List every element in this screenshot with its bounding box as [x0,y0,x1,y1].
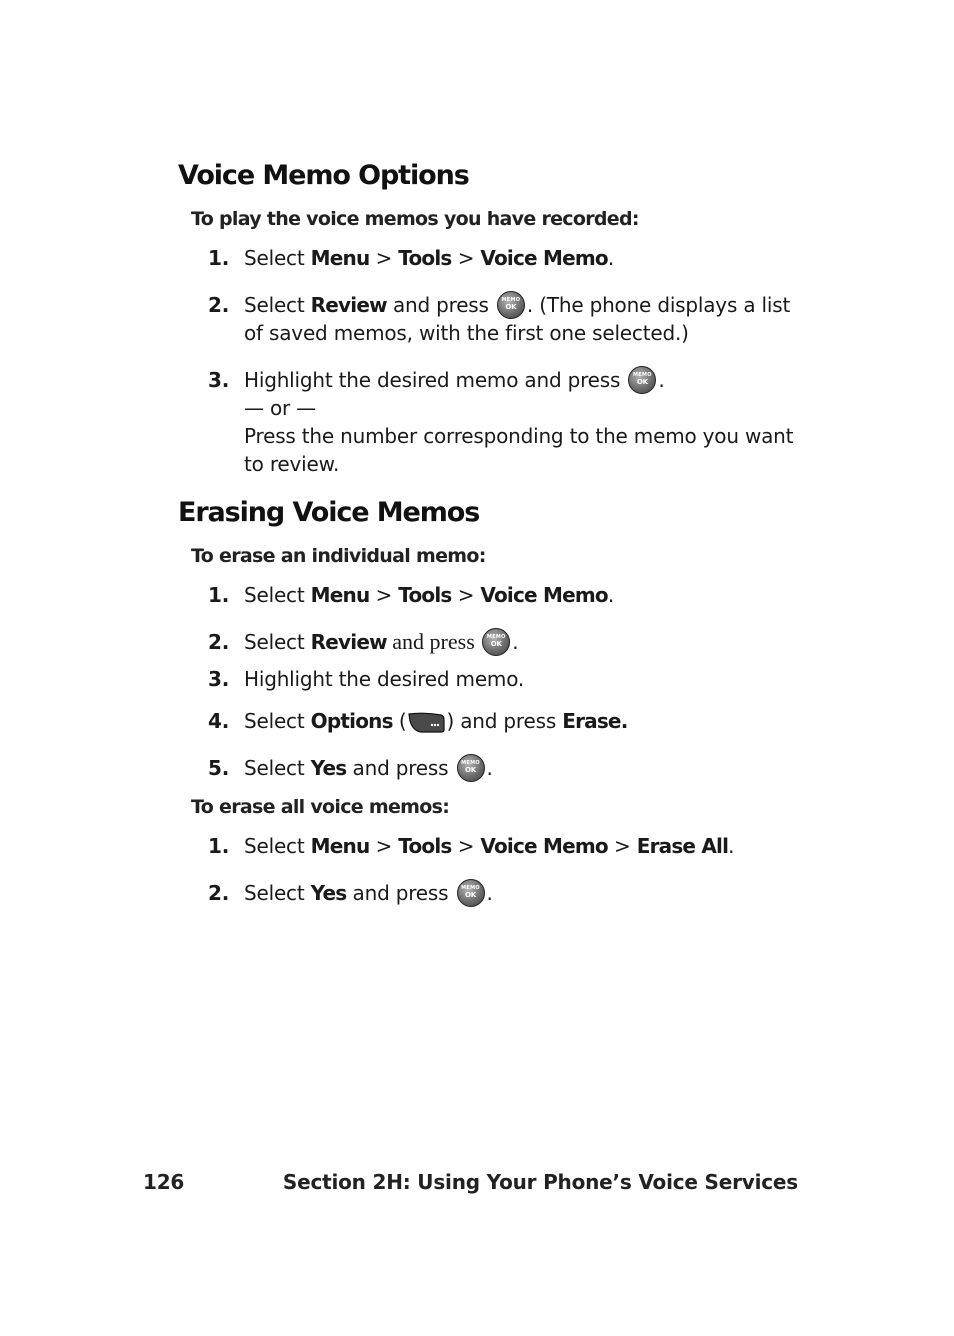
menu-label: Menu [310,834,370,858]
menu-ok-button-icon: MEMO OK [457,754,485,782]
menu-ok-button-icon: MEMO OK [628,366,656,394]
step-number: 5. [208,756,230,780]
step-text: Select Yes and press MEMO OK . [244,881,493,905]
subtitle-erase-all: To erase all voice memos: [191,796,450,818]
tools-label: Tools [398,583,452,607]
step-text: Select Yes and press MEMO OK . [244,756,493,780]
or-separator: — or — [244,396,316,420]
erase-all-label: Erase All [636,834,729,858]
erase-label: Erase. [562,709,628,733]
step-text: Select Options ( ) and press Erase. [244,709,628,733]
step-number: 1. [208,583,230,607]
step-text: Select Menu > Tools > Voice Memo > Erase All. [244,834,735,858]
tools-label: Tools [398,246,452,270]
yes-label: Yes [310,756,347,780]
menu-label: Menu [310,246,370,270]
footer-section-title: Section 2H: Using Your Phone’s Voice Services [282,1170,798,1194]
step-number: 2. [208,630,230,654]
step-text: Highlight the desired memo. [244,667,525,691]
step-number: 4. [208,709,230,733]
step-text: Select Menu > Tools > Voice Memo. [244,583,614,607]
voice-memo-label: Voice Memo [480,834,608,858]
voice-memo-label: Voice Memo [480,246,608,270]
subtitle-play-memos: To play the voice memos you have recorded: [191,208,639,230]
step-number: 2. [208,293,230,317]
menu-ok-button-icon: MEMO OK [497,291,525,319]
step-text: Select Menu > Tools > Voice Memo. [244,246,614,270]
step-number: 3. [208,667,230,691]
menu-ok-button-icon: MEMO OK [457,879,485,907]
right-softkey-icon [407,711,445,733]
tools-label: Tools [398,834,452,858]
section-title-erasing-voice-memos: Erasing Voice Memos [178,497,480,528]
step-text: Select Review and press MEMO OK . (The phone displays a list of saved memos, with the first one selected.) [244,293,791,345]
voice-memo-label: Voice Memo [480,583,608,607]
review-label: Review [310,630,387,654]
subtitle-erase-individual: To erase an individual memo: [191,545,486,567]
step-text: Highlight the desired memo and press MEMO OK . — or — Press the number corresponding to the memo you want to review. [244,368,794,476]
review-label: Review [310,293,387,317]
section-title-voice-memo-options: Voice Memo Options [178,160,469,191]
options-label: Options [310,709,393,733]
menu-label: Menu [310,583,370,607]
step-number: 3. [208,368,230,392]
step-number: 1. [208,834,230,858]
menu-ok-button-icon: MEMO OK [482,628,510,656]
step-number: 2. [208,881,230,905]
step-text: Select Review and press MEMO OK . [244,629,519,654]
page-number: 126 [143,1170,185,1194]
yes-label: Yes [310,881,347,905]
step-number: 1. [208,246,230,270]
